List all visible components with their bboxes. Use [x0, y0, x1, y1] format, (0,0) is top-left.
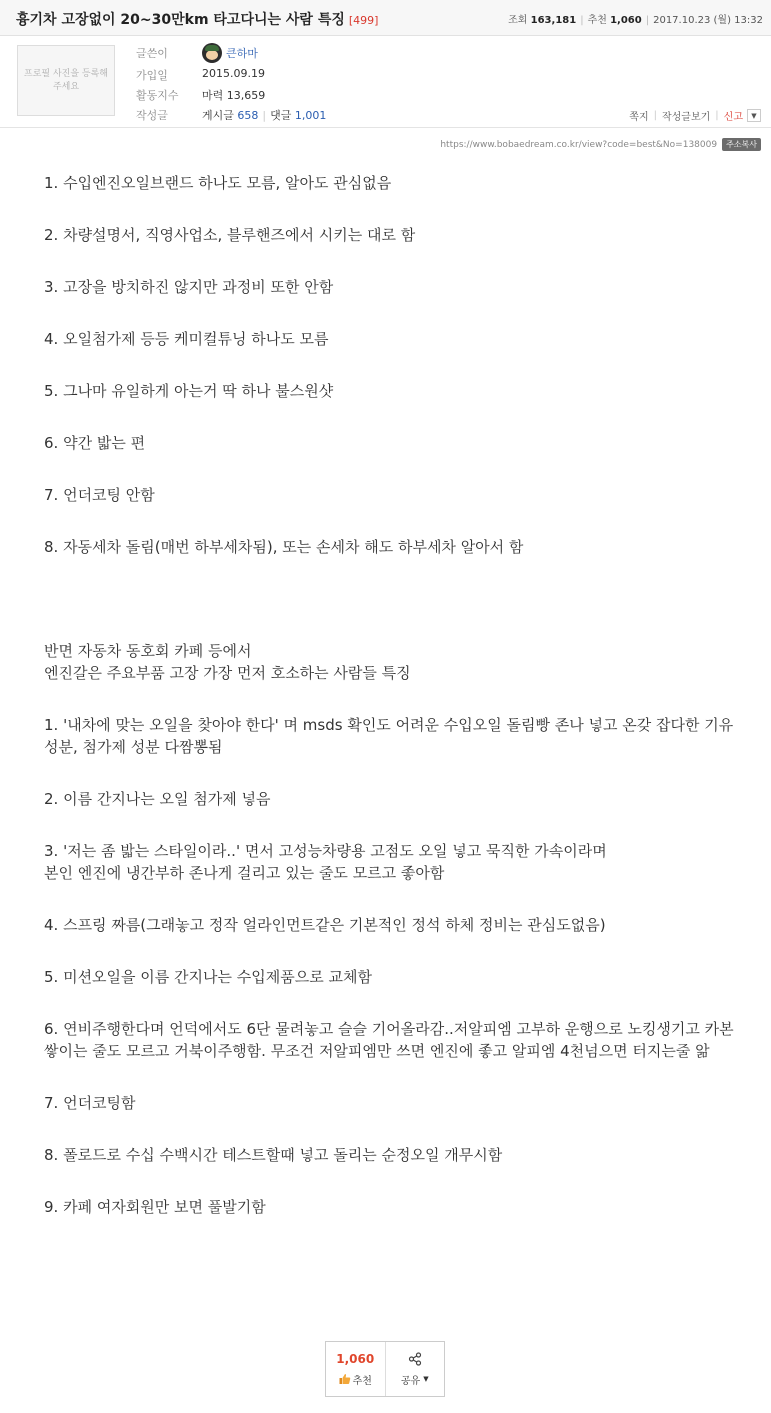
caret-down-icon: ▼ — [423, 1375, 429, 1383]
body-line: 4. 오일첨가제 등등 케미컬튜닝 하나도 모름 — [44, 330, 329, 348]
body-line: 9. 카페 여자회원만 보면 풀발기함 — [44, 1198, 266, 1216]
body-line: 5. 그나마 유일하게 아는거 딱 하나 불스원샷 — [44, 382, 334, 400]
body-line: 2. 이름 간지나는 오일 첨가제 넣음 — [44, 790, 271, 808]
post-datetime: 2017.10.23 (월) 13:32 — [653, 15, 763, 26]
posts-label: 작성글 — [136, 109, 168, 122]
posts-word: 게시글 — [202, 109, 234, 122]
share-icon — [408, 1352, 422, 1366]
recommend-label-row — [339, 1372, 372, 1387]
title-bar — [0, 0, 771, 36]
activity-value: 마력 13,659 — [202, 89, 266, 102]
body-line: 1. '내차에 맞는 오일을 찾아야 한다' 며 msds 확인도 어려운 수입오일 돌림빵 존나 넣고 온갖 잡다한 기유성분, 첨가제 성분 다짬뽕됨 — [44, 716, 734, 756]
recommend-box-label: 추천 — [352, 1375, 372, 1387]
comments-count-link[interactable]: 1,001 — [294, 108, 327, 122]
url-row — [440, 138, 761, 151]
body-line: 반면 자동차 동호회 카페 등에서 — [44, 642, 252, 660]
views-count: 163,181 — [530, 15, 577, 26]
post-body — [44, 172, 744, 1218]
body-line: 본인 엔진에 냉간부하 존나게 걸리고 있는 줄도 모르고 좋아함 — [44, 864, 445, 882]
joined-date: 2015.09.19 — [202, 67, 265, 80]
recommend-label: 추천 — [587, 15, 607, 26]
message-link[interactable]: 쪽지 — [629, 112, 649, 123]
profile-actions — [629, 108, 761, 123]
comment-count-badge[interactable]: [499] — [348, 14, 379, 27]
share-label-row — [401, 1372, 429, 1387]
activity-label: 활동지수 — [136, 89, 179, 102]
joined-label: 가입일 — [136, 69, 168, 82]
views-label: 조회 — [508, 15, 528, 26]
post-url[interactable]: https://www.bobaedream.co.kr/view?code=best&No=138009 — [440, 139, 718, 150]
recommend-share-box — [325, 1341, 445, 1397]
share-button[interactable] — [385, 1342, 445, 1396]
body-line: 8. 폴로드로 수십 수백시간 테스트할때 넣고 돌리는 순정오일 개무시함 — [44, 1146, 503, 1164]
body-line: 1. 수입엔진오일브랜드 하나도 모름, 알아도 관심없음 — [44, 174, 392, 192]
post-title-text: 흉기차 고장없이 20~30만km 타고다니는 사람 특징 — [16, 12, 345, 28]
comments-word: 댓글 — [270, 109, 292, 122]
report-link[interactable]: 신고 — [723, 112, 743, 123]
recommend-count: 1,060 — [610, 15, 642, 26]
meta-separator: | — [645, 15, 650, 26]
body-line: 7. 언더코팅함 — [44, 1094, 136, 1112]
share-label: 공유 — [400, 1375, 421, 1387]
body-line: 엔진갈은 주요부품 고장 가장 먼저 호소하는 사람들 특징 — [44, 664, 411, 682]
copy-url-button[interactable]: 주소복사 — [722, 138, 761, 151]
body-line: 7. 언더코팅 안함 — [44, 486, 155, 504]
body-line: 3. '저는 좀 밟는 스타일이라..' 면서 고성능차량용 고점도 오일 넣고 묵직한 가속이라며 — [44, 842, 607, 860]
body-line: 8. 자동세차 돌림(매번 하부세차됨), 또는 손세차 해도 하부세차 알아서 함 — [44, 538, 524, 556]
posts-value — [202, 107, 326, 123]
body-line: 4. 스프링 짜름(그래놓고 정작 얼라인먼트같은 기본적인 정석 하체 정비는 관심도없음) — [44, 916, 606, 934]
author-avatar-icon[interactable] — [202, 43, 222, 63]
posts-separator: | — [262, 108, 267, 122]
post-title — [16, 9, 378, 29]
recommend-button[interactable] — [326, 1342, 385, 1396]
action-separator: | — [653, 110, 657, 121]
body-line: 5. 미션오일을 이름 간지나는 수입제품으로 교체함 — [44, 968, 372, 986]
body-line: 2. 차량설명서, 직영사업소, 블루핸즈에서 시키는 대로 함 — [44, 226, 416, 244]
body-line: 6. 약간 밟는 편 — [44, 434, 146, 452]
author-profile — [0, 36, 771, 128]
thumbs-up-icon — [339, 1373, 351, 1385]
profile-photo-placeholder: 프로필 사진을 등록해주세요 — [17, 45, 115, 116]
author-name[interactable]: 큰하마 — [226, 47, 258, 60]
post-meta — [508, 11, 763, 26]
body-line: 6. 연비주행한다며 언덕에서도 6단 물려놓고 슬슬 기어올라감..저알피엠 고부하 운행으로 노킹생기고 카본쌓이는 줄도 모르고 거북이주행함. 무조건 저알피엠만 쓰면 엔진에 좋고 알피엠 4천넘으면 터지는줄 앎 — [44, 1020, 734, 1060]
meta-separator: | — [580, 15, 584, 26]
chevron-down-icon[interactable]: ▼ — [747, 109, 761, 122]
recommend-box-count: 1,060 — [336, 1351, 375, 1366]
author-value[interactable] — [202, 43, 258, 63]
action-separator: | — [715, 110, 719, 121]
author-label: 글쓴이 — [136, 47, 168, 60]
view-posts-link[interactable]: 작성글보기 — [661, 112, 711, 123]
posts-count-link[interactable]: 658 — [237, 108, 259, 122]
body-line: 3. 고장을 방치하진 않지만 과정비 또한 안함 — [44, 278, 334, 296]
